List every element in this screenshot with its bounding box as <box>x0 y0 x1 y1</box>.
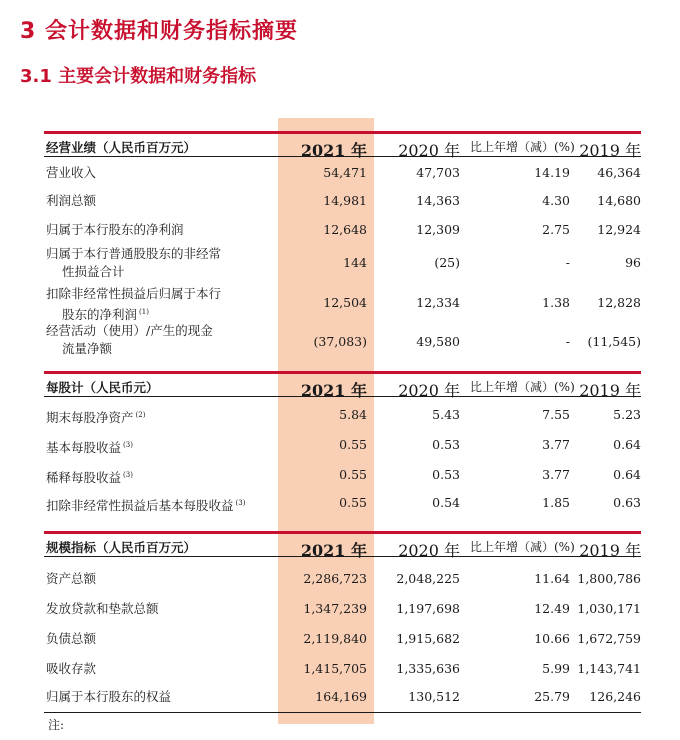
row-label <box>46 660 266 678</box>
value-change-pct: 7.55 <box>542 407 570 422</box>
value-2020: 1,915,682 <box>396 631 460 646</box>
value-change-pct: 14.19 <box>534 165 570 180</box>
value-change-pct: 25.79 <box>534 689 570 704</box>
table-row <box>44 466 641 488</box>
value-2019: 5.23 <box>613 407 641 422</box>
value-2021: 5.84 <box>339 407 367 422</box>
value-change-pct: 3.77 <box>542 437 570 452</box>
value-2020: 130,512 <box>408 689 460 704</box>
value-2020: (25) <box>434 255 460 270</box>
value-change-pct: 12.49 <box>534 601 570 616</box>
table-row <box>44 285 641 321</box>
value-2020: 14,363 <box>416 193 460 208</box>
section-header-label: 每股计（人民币元） <box>46 380 159 395</box>
value-2021: 54,471 <box>323 165 367 180</box>
value-2020: 2,048,225 <box>396 571 460 586</box>
table-row <box>44 436 641 458</box>
header-year-2020: 2020 年 <box>398 141 460 160</box>
row-label-line: 归属于本行股东的净利润 <box>46 222 184 237</box>
value-change-pct: 1.38 <box>542 295 570 310</box>
table-row <box>44 570 641 592</box>
value-2020: 49,580 <box>416 334 460 349</box>
value-2019: 12,924 <box>597 222 641 237</box>
value-2021: 14,981 <box>323 193 367 208</box>
value-2021: 144 <box>343 255 367 270</box>
row-label <box>46 494 266 515</box>
section-header-label: 规模指标（人民币百万元） <box>46 540 197 555</box>
table-row <box>44 221 641 243</box>
value-2021: 164,169 <box>315 689 367 704</box>
row-label-line: 流量净额 <box>62 341 113 356</box>
header-change-pct: 比上年增（减）(%) <box>470 140 575 154</box>
value-2019: 0.64 <box>613 437 641 452</box>
value-2019: 1,143,741 <box>577 661 641 676</box>
header-change-pct: 比上年增（减）(%) <box>470 380 575 394</box>
value-2019: 126,246 <box>589 689 641 704</box>
value-change-pct: 11.64 <box>534 571 570 586</box>
header-year-2019: 2019 年 <box>579 141 641 160</box>
value-2021: 0.55 <box>339 437 367 452</box>
row-label <box>46 688 266 706</box>
value-change-pct: 2.75 <box>542 222 570 237</box>
header-year-2019: 2019 年 <box>579 541 641 560</box>
row-label-line: 营业收入 <box>46 165 97 180</box>
value-2019: 1,030,171 <box>577 601 641 616</box>
row-label <box>46 285 266 324</box>
value-2019: 46,364 <box>597 165 641 180</box>
value-2021: 2,119,840 <box>303 631 367 646</box>
table-row <box>44 192 641 214</box>
value-change-pct: 5.99 <box>542 661 570 676</box>
header-year-2021: 2021 年 <box>300 541 367 560</box>
value-change-pct: 3.77 <box>542 467 570 482</box>
value-2019: 0.64 <box>613 467 641 482</box>
row-label <box>46 164 266 182</box>
header-year-2019: 2019 年 <box>579 381 641 400</box>
section-header-row <box>44 531 641 560</box>
value-2019: 96 <box>625 255 641 270</box>
row-label <box>46 245 266 281</box>
table-bottom-rule <box>44 712 641 713</box>
notes-label: 注: <box>48 718 65 732</box>
table-row <box>44 494 641 516</box>
row-label-line: 性损益合计 <box>62 264 125 279</box>
row-label <box>46 466 266 487</box>
row-label <box>46 600 266 618</box>
value-2020: 0.54 <box>432 495 460 510</box>
row-label <box>46 406 266 427</box>
value-2019: 1,672,759 <box>577 631 641 646</box>
row-label <box>46 322 266 358</box>
value-change-pct: 4.30 <box>542 193 570 208</box>
table-row <box>44 406 641 428</box>
value-2021: 1,347,239 <box>303 601 367 616</box>
footnote-ref: (3) <box>123 471 133 479</box>
value-2019: (11,545) <box>587 334 641 349</box>
row-label-line: 基本每股收益 <box>46 440 122 456</box>
section-header-label: 经营业绩（人民币百万元） <box>46 140 197 155</box>
row-label-line: 吸收存款 <box>46 661 97 676</box>
table-row <box>44 630 641 652</box>
value-2021: 0.55 <box>339 495 367 510</box>
row-label-line: 归属于本行股东的权益 <box>46 689 172 704</box>
value-2021: 0.55 <box>339 467 367 482</box>
row-label-line: 期末每股净资产 <box>46 410 134 426</box>
row-label-line: 扣除非经常性损益后归属于本行 <box>46 286 222 301</box>
value-2020: 1,197,698 <box>396 601 460 616</box>
row-label-line: 经营活动（使用）/产生的现金 <box>46 323 213 338</box>
value-2020: 47,703 <box>416 165 460 180</box>
value-2019: 1,800,786 <box>577 571 641 586</box>
row-label <box>46 570 266 588</box>
value-2020: 5.43 <box>432 407 460 422</box>
value-change-pct: 1.85 <box>542 495 570 510</box>
row-label-line: 利润总额 <box>46 193 97 208</box>
row-label-line: 资产总额 <box>46 571 97 586</box>
header-year-2021: 2021 年 <box>300 141 367 160</box>
footnote-ref: (1) <box>139 308 149 316</box>
footnote-ref: (3) <box>123 441 133 449</box>
value-2021: 2,286,723 <box>303 571 367 586</box>
row-label-line: 股东的净利润 <box>62 307 138 323</box>
section-title: 3 会计数据和财务指标摘要 <box>20 19 298 44</box>
value-2020: 12,309 <box>416 222 460 237</box>
value-2020: 0.53 <box>432 437 460 452</box>
value-2021: 1,415,705 <box>303 661 367 676</box>
table-row <box>44 688 641 710</box>
value-2019: 12,828 <box>597 295 641 310</box>
value-2021: (37,083) <box>313 334 367 349</box>
header-change-pct: 比上年增（减）(%) <box>470 540 575 554</box>
table-row <box>44 600 641 622</box>
row-label <box>46 221 266 239</box>
header-year-2020: 2020 年 <box>398 381 460 400</box>
row-label-line: 稀释每股收益 <box>46 470 122 486</box>
row-label-line: 负债总额 <box>46 631 97 646</box>
subsection-title: 3.1 主要会计数据和财务指标 <box>20 66 257 87</box>
value-2019: 0.63 <box>613 495 641 510</box>
table-row <box>44 322 641 362</box>
header-year-2020: 2020 年 <box>398 541 460 560</box>
table-row <box>44 164 641 186</box>
section-header-row <box>44 371 641 400</box>
value-2020: 1,335,636 <box>396 661 460 676</box>
row-label-line: 发放贷款和垫款总额 <box>46 601 159 616</box>
value-change-pct: - <box>565 334 570 349</box>
row-label <box>46 630 266 648</box>
value-2021: 12,504 <box>323 295 367 310</box>
table-row <box>44 660 641 682</box>
section-header-row <box>44 131 641 160</box>
value-2019: 14,680 <box>597 193 641 208</box>
table-row <box>44 245 641 281</box>
header-year-2021: 2021 年 <box>300 381 367 400</box>
value-2021: 12,648 <box>323 222 367 237</box>
value-2020: 12,334 <box>416 295 460 310</box>
row-label-line: 归属于本行普通股股东的非经常 <box>46 246 222 261</box>
row-label <box>46 192 266 210</box>
value-change-pct: 10.66 <box>534 631 570 646</box>
footnote-ref: (3) <box>235 499 246 507</box>
row-label <box>46 436 266 457</box>
value-2020: 0.53 <box>432 467 460 482</box>
row-label-line: 扣除非经常性损益后基本每股收益 <box>46 498 234 514</box>
value-change-pct: - <box>565 255 570 270</box>
footnote-ref: (2) <box>135 411 146 419</box>
